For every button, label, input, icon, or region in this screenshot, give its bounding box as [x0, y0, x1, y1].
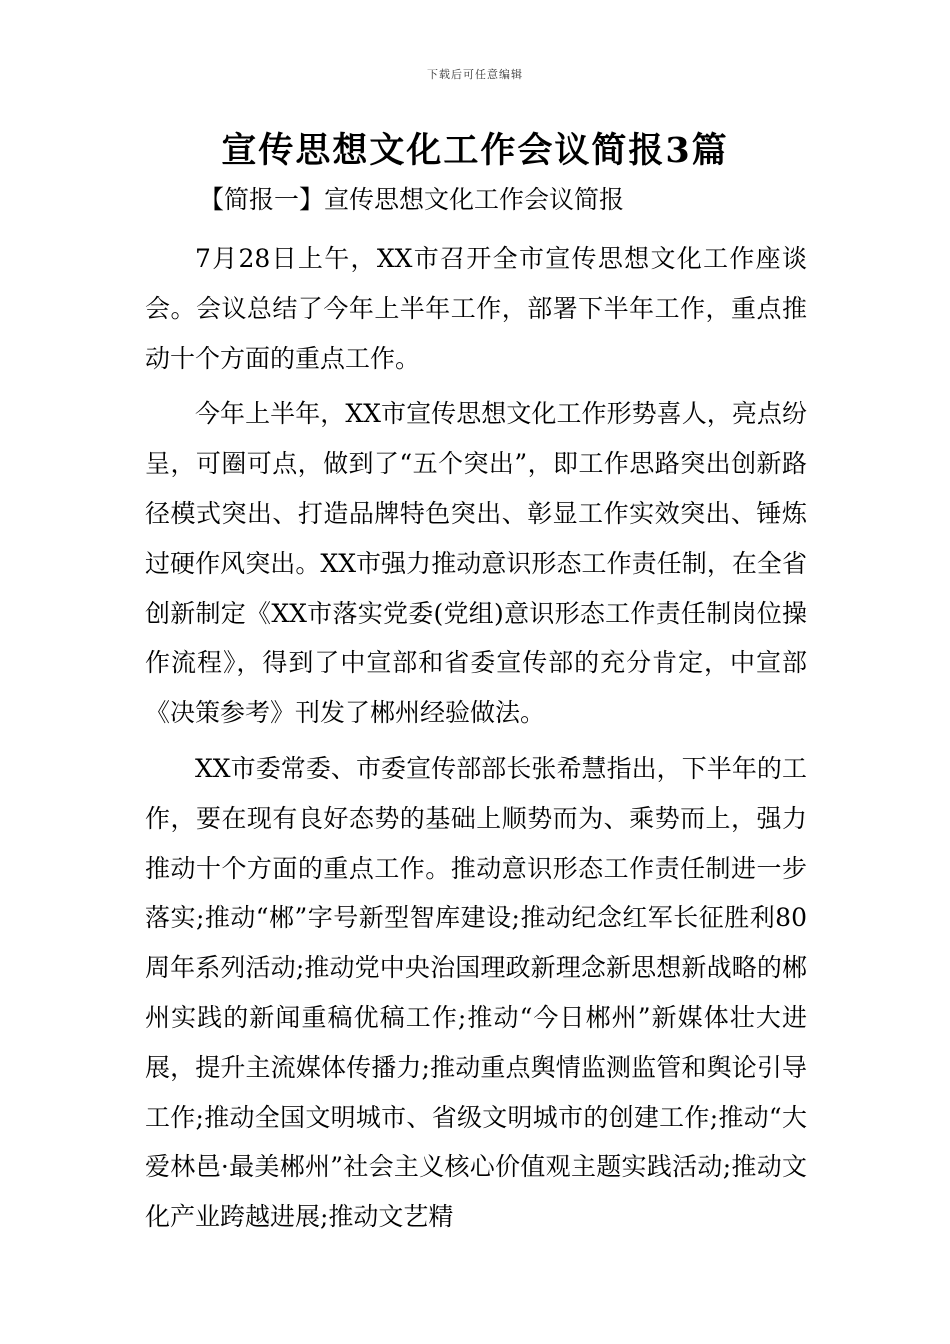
document-title: 宣传思想文化工作会议简报3篇	[221, 130, 729, 171]
paragraph-1: 7月28日上午，XX市召开全市宣传思想文化工作座谈会。会议总结了今年上半年工作，部署下半年工作，重点推动十个方面的重点工作。	[145, 244, 807, 373]
document-body	[145, 178, 807, 1242]
section-heading: 【简报一】宣传思想文化工作会议简报	[199, 185, 625, 214]
paragraph-2: 今年上半年，XX市宣传思想文化工作形势喜人，亮点纷呈，可圈可点，做到了“五个突出”，即工作思路突出创新路径模式突出、打造品牌特色突出、彰显工作实效突出、锤炼过硬作风突出。XX市强力推动意识形态工作责任制，在全省创新制定《XX市落实党委(党组)意识形态工作责任制岗位操作流程》，得到了中宣部和省委宣传部的充分肯定，中宣部《决策参考》刊发了郴州经验做法。	[145, 399, 807, 728]
header-note: 下载后可任意编辑	[427, 68, 523, 81]
paragraph-3: XX市委常委、市委宣传部部长张希慧指出，下半年的工作，要在现有良好态势的基础上顺势而为、乘势而上，强力推动十个方面的重点工作。推动意识形态工作责任制进一步落实;推动“郴”字号新型智库建设;推动纪念红军长征胜利80周年系列活动;推动党中央治国理政新理念新思想新战略的郴州实践的新闻重稿优稿工作;推动“今日郴州”新媒体壮大进展，提升主流媒体传播力;推动重点舆情监测监管和舆论引导工作;推动全国文明城市、省级文明城市的创建工作;推动“大爱林邑·最美郴州”社会主义核心价值观主题实践活动;推动文化产业跨越进展;推动文艺精	[145, 753, 807, 1232]
